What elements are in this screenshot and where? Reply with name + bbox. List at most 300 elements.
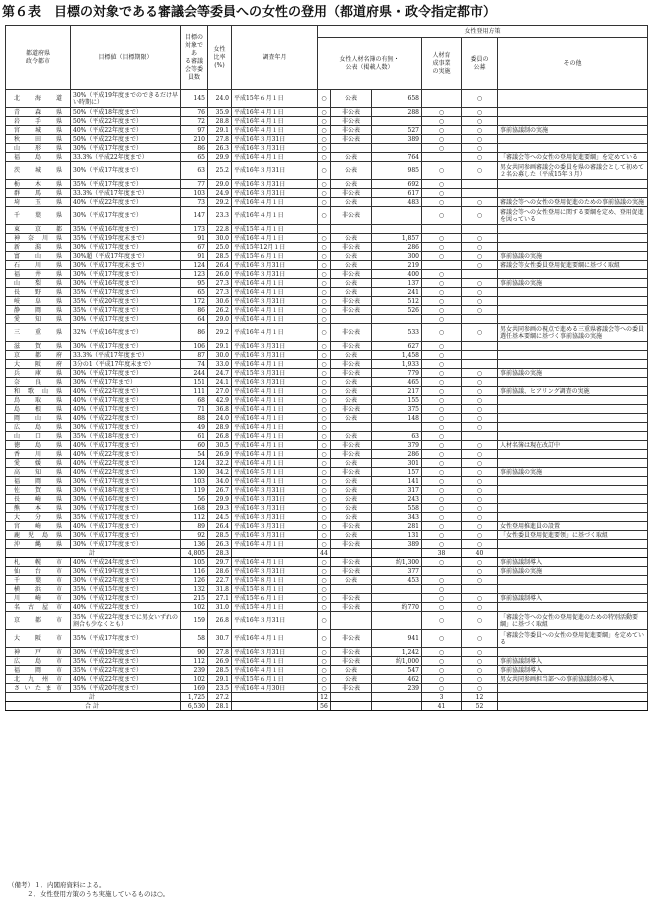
target-cell: 30%（平成17年度まで） [71, 207, 181, 225]
open-recruit-cell: ○ [462, 414, 498, 423]
ratio-cell: 29.7 [208, 558, 232, 567]
ratio-cell: 29.1 [208, 126, 232, 135]
table-row [6, 468, 648, 477]
entity-cell: 福岡市 [6, 666, 71, 675]
target-cell: 40%（平成22年度まで） [71, 414, 181, 423]
other-cell: 男女共同参画の視点で進める三重県審議会等への委員選任基本要綱に基づく事前協議の実施 [498, 324, 648, 342]
registry-mark-cell: ○ [318, 603, 331, 612]
open-recruit-cell: ○ [462, 207, 498, 225]
count-cell: 89 [181, 522, 208, 531]
ratio-cell: 22.8 [208, 225, 232, 234]
registry-count-cell: 764 [372, 153, 422, 162]
ratio-cell: 27.3 [208, 288, 232, 297]
development-cell: ○ [422, 144, 462, 153]
other-cell: 「審議会等委員への女性の登用促進要綱」を定めている [498, 630, 648, 648]
registry-count-cell: 617 [372, 189, 422, 198]
development-cell [422, 90, 462, 108]
count-cell: 210 [181, 135, 208, 144]
date-cell: 平成16年４月１日 [232, 405, 318, 414]
count-cell: 49 [181, 423, 208, 432]
entity-cell: 兵庫県 [6, 369, 71, 378]
registry-mark-cell: ○ [318, 189, 331, 198]
open-recruit-cell: ○ [462, 468, 498, 477]
other-cell [498, 405, 648, 414]
target-cell: 3分の1（平成17年度末まで） [71, 360, 181, 369]
table-row [6, 702, 648, 711]
entity-cell: 熊本県 [6, 504, 71, 513]
registry-mark-cell: ○ [318, 441, 331, 450]
registry-count-cell: 131 [372, 531, 422, 540]
registry-mark-cell: ○ [318, 198, 331, 207]
table-row [6, 306, 648, 315]
open-recruit-cell [462, 432, 498, 441]
count-cell: 86 [181, 306, 208, 315]
date-cell: 平成16年４月１日 [232, 450, 318, 459]
target-cell: 35%（平成22年度まで） [71, 657, 181, 666]
date-cell: 平成16年３月31日 [232, 504, 318, 513]
registry-public-cell: 公表 [331, 378, 372, 387]
date-cell: 平成16年３月31日 [232, 162, 318, 180]
registry-mark-cell: ○ [318, 657, 331, 666]
open-recruit-cell: 40 [462, 549, 498, 558]
registry-public-cell: 非公表 [331, 360, 372, 369]
development-cell: ○ [422, 387, 462, 396]
entity-cell: 山形県 [6, 144, 71, 153]
ratio-cell: 28.5 [208, 252, 232, 261]
table-row [6, 90, 648, 108]
table-row [6, 477, 648, 486]
registry-count-cell: 526 [372, 306, 422, 315]
count-cell: 151 [181, 378, 208, 387]
development-cell: ○ [422, 369, 462, 378]
count-cell: 86 [181, 324, 208, 342]
entity-cell: 沖縄県 [6, 540, 71, 549]
target-cell: 30%（平成22年度まで） [71, 576, 181, 585]
registry-mark-cell: ○ [318, 477, 331, 486]
ratio-cell: 29.2 [208, 198, 232, 207]
target-cell: 30%（平成17年度まで） [71, 477, 181, 486]
registry-count-cell: 512 [372, 297, 422, 306]
entity-cell: 愛媛県 [6, 459, 71, 468]
open-recruit-cell: ○ [462, 531, 498, 540]
target-cell: 30%（平成17年度まで） [71, 531, 181, 540]
registry-public-cell: 非公表 [331, 567, 372, 576]
entity-cell: 札幌市 [6, 558, 71, 567]
date-cell: 平成16年３月31日 [232, 189, 318, 198]
other-cell [498, 306, 648, 315]
date-cell: 平成16年３月31日 [232, 297, 318, 306]
other-cell: 「女性委員登用促進要領」に基づく取組 [498, 531, 648, 540]
development-cell: ○ [422, 531, 462, 540]
registry-public-cell [331, 315, 372, 324]
registry-mark-cell: ○ [318, 495, 331, 504]
ratio-cell: 26.0 [208, 270, 232, 279]
table-row [6, 252, 648, 261]
open-recruit-cell: ○ [462, 369, 498, 378]
other-cell [498, 234, 648, 243]
date-cell: 平成16年３月31日 [232, 270, 318, 279]
entity-cell: 北九州市 [6, 675, 71, 684]
open-recruit-cell: ○ [462, 540, 498, 549]
other-cell [498, 432, 648, 441]
development-cell: ○ [422, 432, 462, 441]
registry-public-cell: 非公表 [331, 306, 372, 315]
other-cell [498, 648, 648, 657]
table-row [6, 387, 648, 396]
table-row [6, 378, 648, 387]
entity-cell: 佐賀県 [6, 486, 71, 495]
date-cell: 平成16年３月31日 [232, 486, 318, 495]
table-row [6, 153, 648, 162]
registry-mark-cell: ○ [318, 468, 331, 477]
table-row [6, 144, 648, 153]
development-cell: ○ [422, 180, 462, 189]
target-cell: 35%（平成17年度まで） [71, 630, 181, 648]
entity-cell: 名古屋市 [6, 603, 71, 612]
date-cell: 平成16年４月１日 [232, 360, 318, 369]
target-cell: 40%（平成22年度まで） [71, 603, 181, 612]
target-cell: 30%（平成17年度まで） [71, 540, 181, 549]
open-recruit-cell: ○ [462, 459, 498, 468]
table-row [6, 189, 648, 198]
entity-cell: 山口県 [6, 432, 71, 441]
table-row [6, 288, 648, 297]
other-cell [498, 225, 648, 234]
ratio-cell: 28.1 [208, 702, 232, 711]
registry-count-cell: 157 [372, 468, 422, 477]
date-cell: 平成16年４月１日 [232, 657, 318, 666]
table-row [6, 117, 648, 126]
registry-mark-cell: ○ [318, 513, 331, 522]
registry-count-cell [372, 585, 422, 594]
date-cell: 平成16年３月31日 [232, 495, 318, 504]
target-cell: 40%（平成22年度まで） [71, 450, 181, 459]
table-row [6, 648, 648, 657]
other-cell [498, 423, 648, 432]
table-row [6, 270, 648, 279]
date-cell: 平成16年５月１日 [232, 468, 318, 477]
open-recruit-cell: ○ [462, 117, 498, 126]
table-row [6, 108, 648, 117]
open-recruit-cell: ○ [462, 153, 498, 162]
entity-cell: 和歌山県 [6, 387, 71, 396]
open-recruit-cell: ○ [462, 279, 498, 288]
development-cell: ○ [422, 342, 462, 351]
ratio-cell: 25.2 [208, 162, 232, 180]
count-cell: 244 [181, 369, 208, 378]
date-cell: 平成16年３月31日 [232, 342, 318, 351]
registry-public-cell: 公表 [331, 234, 372, 243]
registry-public-cell: 非公表 [331, 243, 372, 252]
registry-public-cell [331, 585, 372, 594]
registry-mark-cell: 12 [318, 693, 331, 702]
registry-public-cell: 非公表 [331, 342, 372, 351]
open-recruit-cell: ○ [462, 558, 498, 567]
ratio-cell: 30.0 [208, 234, 232, 243]
registry-mark-cell: ○ [318, 387, 331, 396]
target-cell: 35%（平成22年度まで） [71, 666, 181, 675]
registry-count-cell: 219 [372, 261, 422, 270]
ratio-cell: 27.8 [208, 135, 232, 144]
date-cell: 平成16年４月１日 [232, 198, 318, 207]
other-cell: 事前協議、ヒアリング調査の実施 [498, 387, 648, 396]
registry-mark-cell: ○ [318, 684, 331, 693]
development-cell: 38 [422, 549, 462, 558]
other-cell [498, 135, 648, 144]
development-cell: 3 [422, 693, 462, 702]
development-cell: ○ [422, 684, 462, 693]
count-cell: 4,805 [181, 549, 208, 558]
count-cell: 73 [181, 198, 208, 207]
count-cell: 147 [181, 207, 208, 225]
registry-public-cell [331, 702, 372, 711]
target-cell: 40%（平成22年度まで） [71, 198, 181, 207]
date-cell: 平成16年４月１日 [232, 414, 318, 423]
development-cell: ○ [422, 378, 462, 387]
other-cell [498, 540, 648, 549]
date-cell: 平成16年４月１日 [232, 279, 318, 288]
target-cell: 40%（平成22年度まで） [71, 459, 181, 468]
development-cell: ○ [422, 360, 462, 369]
entity-cell: 千葉県 [6, 207, 71, 225]
open-recruit-cell: ○ [462, 441, 498, 450]
registry-mark-cell: ○ [318, 288, 331, 297]
development-cell: ○ [422, 414, 462, 423]
table-row [6, 540, 648, 549]
date-cell: 平成15年６月１日 [232, 90, 318, 108]
ratio-cell: 28.3 [208, 549, 232, 558]
registry-count-cell: 453 [372, 576, 422, 585]
count-cell: 145 [181, 90, 208, 108]
ratio-cell: 26.4 [208, 522, 232, 531]
registry-mark-cell: ○ [318, 117, 331, 126]
registry-mark-cell: ○ [318, 252, 331, 261]
count-cell: 103 [181, 189, 208, 198]
registry-public-cell: 非公表 [331, 189, 372, 198]
open-recruit-cell: ○ [462, 324, 498, 342]
open-recruit-cell: ○ [462, 594, 498, 603]
other-cell [498, 684, 648, 693]
entity-cell: 横浜市 [6, 585, 71, 594]
count-cell: 102 [181, 675, 208, 684]
target-cell: 35%（平成18年度まで） [71, 432, 181, 441]
development-cell: ○ [422, 666, 462, 675]
development-cell [422, 225, 462, 234]
count-cell: 76 [181, 108, 208, 117]
development-cell: ○ [422, 648, 462, 657]
entity-cell: 広島県 [6, 423, 71, 432]
table-row [6, 459, 648, 468]
registry-count-cell: 217 [372, 387, 422, 396]
target-cell: 40%（平成17年度まで） [71, 441, 181, 450]
registry-public-cell: 公表 [331, 576, 372, 585]
ratio-cell: 30.6 [208, 297, 232, 306]
ratio-cell: 28.5 [208, 666, 232, 675]
development-cell: ○ [422, 423, 462, 432]
ratio-cell: 30.5 [208, 441, 232, 450]
other-cell: 事前協議の実施 [498, 279, 648, 288]
other-cell: 事前協議制の実施 [498, 126, 648, 135]
table-row [6, 558, 648, 567]
table-row [6, 126, 648, 135]
registry-public-cell: 非公表 [331, 270, 372, 279]
entity-cell: 島根県 [6, 405, 71, 414]
registry-public-cell [331, 144, 372, 153]
entity-cell: 富山県 [6, 252, 71, 261]
registry-public-cell: 公表 [331, 486, 372, 495]
open-recruit-cell: ○ [462, 567, 498, 576]
registry-public-cell: 公表 [331, 675, 372, 684]
header-development: 人材育 成事業 の実施 [422, 38, 462, 90]
header-ratio: 女性 比率 (%) [208, 26, 232, 90]
entity-cell: 東京都 [6, 225, 71, 234]
registry-mark-cell: ○ [318, 234, 331, 243]
ratio-cell: 29.0 [208, 180, 232, 189]
development-cell: ○ [422, 324, 462, 342]
target-cell: 30%（平成18年度まで） [71, 486, 181, 495]
registry-public-cell: 公表 [331, 261, 372, 270]
header-registry: 女性人材名簿の有無・ 公表（掲載人数） [318, 38, 422, 90]
table-row [6, 234, 648, 243]
registry-mark-cell: ○ [318, 405, 331, 414]
table-row [6, 441, 648, 450]
registry-mark-cell: ○ [318, 630, 331, 648]
development-cell: ○ [422, 675, 462, 684]
development-cell: ○ [422, 522, 462, 531]
table-row [6, 684, 648, 693]
table-row [6, 342, 648, 351]
ratio-cell: 26.3 [208, 144, 232, 153]
date-cell: 平成16年４月１日 [232, 423, 318, 432]
ratio-cell: 30.7 [208, 630, 232, 648]
count-cell: 173 [181, 225, 208, 234]
registry-count-cell: 317 [372, 486, 422, 495]
registry-count-cell: 281 [372, 522, 422, 531]
target-cell: 35%（平成17年度まで） [71, 306, 181, 315]
date-cell: 平成16年３月31日 [232, 513, 318, 522]
date-cell [232, 549, 318, 558]
table-row [6, 297, 648, 306]
open-recruit-cell: ○ [462, 612, 498, 630]
registry-count-cell: 941 [372, 630, 422, 648]
registry-mark-cell: 56 [318, 702, 331, 711]
development-cell: ○ [422, 585, 462, 594]
target-cell: 30%（平成19年度までのできるだけ早い時期に） [71, 90, 181, 108]
development-cell: ○ [422, 459, 462, 468]
table-row [6, 513, 648, 522]
registry-public-cell: 公表 [331, 90, 372, 108]
table-title: 第６表 目標の対象である審議会等委員への女性の登用（都道府県・政令指定都市） [2, 5, 497, 20]
registry-count-cell [372, 225, 422, 234]
registry-count-cell: 1,857 [372, 234, 422, 243]
target-cell: 40%（平成22年度まで） [71, 126, 181, 135]
open-recruit-cell: ○ [462, 90, 498, 108]
registry-count-cell: 137 [372, 279, 422, 288]
other-cell: 事前協議の実施 [498, 567, 648, 576]
registry-count-cell [372, 144, 422, 153]
registry-mark-cell: ○ [318, 162, 331, 180]
date-cell: 平成16年３月31日 [232, 648, 318, 657]
target-cell: 30%（平成17年度まで） [71, 162, 181, 180]
ratio-cell: 34.0 [208, 477, 232, 486]
date-cell: 平成16年３月31日 [232, 612, 318, 630]
entity-cell: 山梨県 [6, 279, 71, 288]
registry-count-cell: 375 [372, 405, 422, 414]
target-cell: 35%（平成17年度まで） [71, 180, 181, 189]
count-cell: 1,725 [181, 693, 208, 702]
open-recruit-cell [462, 585, 498, 594]
registry-count-cell: 241 [372, 288, 422, 297]
registry-count-cell: 148 [372, 414, 422, 423]
development-cell: ○ [422, 135, 462, 144]
development-cell: ○ [422, 396, 462, 405]
count-cell: 67 [181, 243, 208, 252]
date-cell: 平成16年４月１日 [232, 126, 318, 135]
target-cell: 30%（平成17年度まで） [71, 144, 181, 153]
entity-cell: 群馬県 [6, 189, 71, 198]
registry-count-cell: 547 [372, 666, 422, 675]
date-cell: 平成16年４月30日 [232, 684, 318, 693]
development-cell [422, 567, 462, 576]
target-cell: 50%（平成22年度まで） [71, 135, 181, 144]
header-date: 調査年月 [232, 26, 318, 90]
development-cell: ○ [422, 234, 462, 243]
other-cell [498, 513, 648, 522]
date-cell: 平成16年４月１日 [232, 306, 318, 315]
date-cell [232, 693, 318, 702]
target-cell: 30%（平成17年度まで） [71, 270, 181, 279]
other-cell: 事前協議の実施 [498, 369, 648, 378]
date-cell: 平成16年３月31日 [232, 351, 318, 360]
development-cell: ○ [422, 189, 462, 198]
development-cell: ○ [422, 252, 462, 261]
other-cell [498, 90, 648, 108]
table-row [6, 612, 648, 630]
open-recruit-cell: ○ [462, 630, 498, 648]
date-cell [232, 702, 318, 711]
registry-count-cell [372, 549, 422, 558]
registry-mark-cell: ○ [318, 90, 331, 108]
registry-count-cell [372, 117, 422, 126]
development-cell: ○ [422, 117, 462, 126]
entity-cell: 大分県 [6, 513, 71, 522]
entity-cell: 奈良県 [6, 378, 71, 387]
registry-mark-cell: ○ [318, 279, 331, 288]
target-cell: 32%（平成16年度まで） [71, 324, 181, 342]
date-cell: 平成16年４月１日 [232, 288, 318, 297]
development-cell: ○ [422, 450, 462, 459]
count-cell: 90 [181, 648, 208, 657]
count-cell: 112 [181, 657, 208, 666]
development-cell: ○ [422, 297, 462, 306]
other-cell [498, 117, 648, 126]
count-cell: 92 [181, 531, 208, 540]
count-cell: 239 [181, 666, 208, 675]
registry-public-cell: 非公表 [331, 135, 372, 144]
target-cell: 35%（平成20年度まで） [71, 297, 181, 306]
count-cell: 91 [181, 252, 208, 261]
date-cell: 平成16年４月１日 [232, 459, 318, 468]
development-cell: ○ [422, 351, 462, 360]
target-cell: 40%（平成22年度まで） [71, 468, 181, 477]
table-row [6, 531, 648, 540]
entity-cell: 静岡県 [6, 306, 71, 315]
registry-count-cell: 379 [372, 441, 422, 450]
date-cell: 平成16年４月１日 [232, 666, 318, 675]
other-cell [498, 459, 648, 468]
open-recruit-cell [462, 315, 498, 324]
ratio-cell: 26.2 [208, 306, 232, 315]
